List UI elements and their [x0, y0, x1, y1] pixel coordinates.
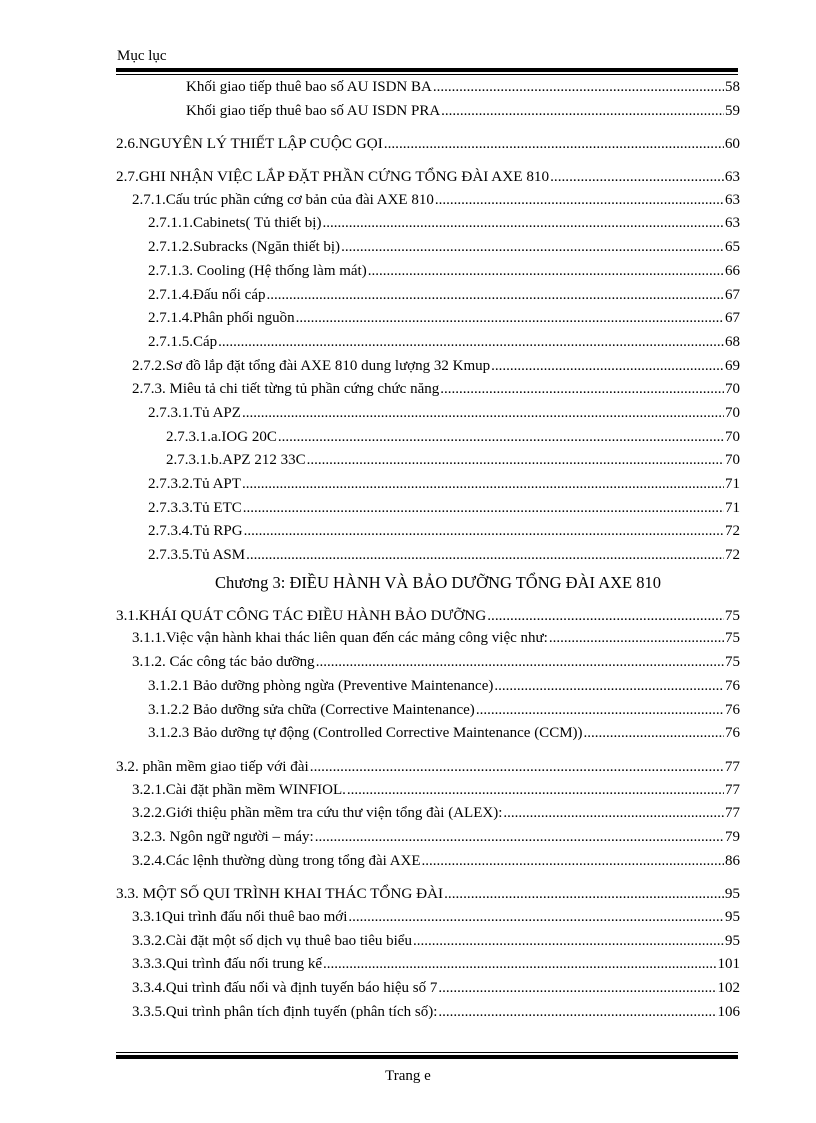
- toc-entry-page: 71: [725, 476, 740, 492]
- toc-entry-page: 95: [725, 932, 740, 949]
- toc-entry-page: 67: [725, 310, 740, 327]
- toc-entry[interactable]: [116, 882, 740, 906]
- toc-entry[interactable]: [116, 604, 740, 628]
- toc-dot-leader: [422, 850, 724, 874]
- toc-entry-title: 3.1.2.3 Bảo dưỡng tự động (Controlled Corrective Maintenance (CCM)): [148, 725, 583, 742]
- toc-dot-leader: [278, 426, 724, 450]
- toc-entry[interactable]: [116, 826, 740, 850]
- toc-entry-title: 2.7.3.1.Tủ APZ: [148, 404, 241, 421]
- toc-entry-page: 70: [725, 404, 740, 421]
- toc-entry-page: 69: [725, 357, 740, 374]
- toc-entry-title: Khối giao tiếp thuê bao số AU ISDN PRA: [186, 102, 441, 119]
- toc-entry-title: 3.1.2. Các công tác bảo dưỡng: [132, 654, 315, 671]
- toc-entry-page: 65: [725, 239, 740, 256]
- toc-entry-title: 3.3.3.Qui trình đấu nối trung kế: [132, 956, 322, 973]
- toc-dot-leader: [444, 882, 724, 906]
- toc-entry-page: 86: [725, 852, 740, 869]
- toc-entry-page: 102: [717, 980, 740, 997]
- toc-entry[interactable]: [116, 212, 740, 236]
- toc-entry[interactable]: [116, 977, 740, 1001]
- toc-entry-page: 71: [725, 499, 740, 516]
- toc-entry-title: 3.1.1.Việc vận hành khai thác liên quan đến các mảng công việc như:: [132, 630, 548, 647]
- toc-entry[interactable]: [116, 449, 740, 473]
- toc-entry[interactable]: [116, 331, 740, 355]
- toc-entry-title: 3.1.2.1 Bảo dưỡng phòng ngừa (Preventive Maintenance): [148, 677, 494, 694]
- toc-entry[interactable]: [116, 189, 740, 213]
- toc-entry-page: 60: [724, 135, 740, 153]
- toc-entry-title: 2.7.1.5.Cáp: [148, 333, 218, 350]
- toc-dot-leader: [494, 675, 724, 699]
- toc-dot-leader: [316, 651, 724, 675]
- toc-entry-page: 63: [725, 215, 740, 232]
- toc-entry-page: 63: [725, 191, 740, 208]
- toc-entry-page: 75: [725, 654, 740, 671]
- toc-entry[interactable]: [116, 260, 740, 284]
- toc-entry[interactable]: [116, 953, 740, 977]
- toc-entry[interactable]: [116, 850, 740, 874]
- toc-dot-leader: [487, 604, 724, 628]
- toc-entry[interactable]: [116, 906, 740, 930]
- toc-dot-leader: [348, 906, 724, 930]
- toc-dot-leader: [438, 1001, 716, 1025]
- toc-entry-title: 3.2.4.Các lệnh thường dùng trong tổng đài AXE: [132, 852, 421, 869]
- toc-entry-title: 3.3.4.Qui trình đấu nối và định tuyến báo hiệu số 7: [132, 980, 438, 997]
- toc-entry[interactable]: [116, 426, 740, 450]
- toc-entry[interactable]: [116, 497, 740, 521]
- toc-entry-page: 106: [717, 1003, 740, 1020]
- toc-dot-leader: [296, 307, 724, 331]
- toc-entry-title: 2.7.1.4.Phân phối nguồn: [148, 310, 295, 327]
- toc-entry[interactable]: [116, 165, 740, 189]
- toc-entry[interactable]: [116, 473, 740, 497]
- toc-entry-title: 2.7.3.4.Tủ RPG: [148, 523, 243, 540]
- footer-page-label: Trang e: [385, 1068, 431, 1084]
- toc-dot-leader: [549, 627, 724, 651]
- toc-entry-page: 77: [725, 781, 740, 798]
- toc-entry-title: 2.7.1.4.Đấu nối cáp: [148, 286, 266, 303]
- toc-entry-page: 70: [725, 452, 740, 469]
- toc-dot-leader: [246, 544, 724, 568]
- toc-entry-title: 3.2.2.Giới thiệu phần mềm tra cứu thư viện tổng đài (ALEX):: [132, 805, 503, 822]
- toc-entry[interactable]: [116, 236, 740, 260]
- header-rule-thin: [116, 74, 738, 75]
- toc-entry[interactable]: [116, 699, 740, 723]
- toc-entry-title: 3.2.1.Cài đặt phần mềm WINFIOL.: [132, 781, 346, 798]
- toc-entry-title: 2.7.3.5.Tủ ASM: [148, 547, 246, 564]
- toc-dot-leader: [413, 930, 724, 954]
- toc-entry[interactable]: [116, 132, 740, 156]
- table-of-contents: [116, 76, 740, 1024]
- toc-entry-page: 72: [725, 523, 740, 540]
- toc-entry-page: 70: [725, 381, 740, 398]
- toc-dot-leader: [323, 953, 717, 977]
- header-title: Mục lục: [117, 48, 167, 64]
- toc-entry-title: Khối giao tiếp thuê bao số AU ISDN BA: [186, 79, 432, 95]
- toc-entry-title: 3.3. MỘT SỐ QUI TRÌNH KHAI THÁC TỔNG ĐÀI: [116, 885, 444, 903]
- toc-dot-leader: [310, 755, 724, 779]
- toc-dot-leader: [218, 331, 724, 355]
- toc-entry-page: 75: [724, 606, 740, 624]
- toc-entry-title: 2.7.2.Sơ đồ lắp đặt tổng đài AXE 810 dung lượng 32 Kmup: [132, 357, 491, 374]
- footer-rule-thick: [116, 1055, 738, 1059]
- toc-dot-leader: [476, 699, 724, 723]
- toc-entry[interactable]: [116, 675, 740, 699]
- toc-entry[interactable]: [116, 1001, 740, 1025]
- toc-dot-leader: [441, 100, 724, 124]
- toc-entry-page: 70: [725, 428, 740, 445]
- toc-entry-title: 3.1.2.2 Bảo dưỡng sửa chữa (Corrective Maintenance): [148, 701, 475, 718]
- toc-entry-title: 3.2. phần mềm giao tiếp với đài: [116, 757, 309, 775]
- toc-entry-page: 58: [725, 79, 740, 95]
- toc-entry-page: 63: [724, 168, 740, 186]
- toc-entry[interactable]: [116, 100, 740, 124]
- toc-entry-page: 79: [725, 828, 740, 845]
- toc-dot-leader: [440, 378, 724, 402]
- toc-entry-page: 77: [725, 805, 740, 822]
- toc-entry-page: 75: [725, 630, 740, 647]
- toc-dot-leader: [438, 977, 716, 1001]
- toc-entry-title: 2.7.3. Miêu tả chi tiết từng tủ phần cứng chức năng: [132, 381, 440, 398]
- toc-spacer: [116, 746, 740, 755]
- toc-entry[interactable]: [116, 284, 740, 308]
- toc-entry-title: 3.3.2.Cài đặt một số dịch vụ thuê bao tiêu biểu: [132, 932, 412, 949]
- toc-dot-leader: [491, 355, 724, 379]
- toc-spacer: [116, 123, 740, 132]
- toc-entry-page: 95: [724, 885, 740, 903]
- toc-entry-title: 3.2.3. Ngôn ngữ người – máy:: [132, 828, 314, 845]
- toc-entry[interactable]: [116, 627, 740, 651]
- toc-entry-page: 76: [725, 677, 740, 694]
- toc-entry-page: 68: [725, 333, 740, 350]
- toc-chapter-heading: Chương 3: ĐIỀU HÀNH VÀ BẢO DƯỠNG TỔNG ĐÀI AXE 810: [214, 572, 661, 592]
- header-rule-thick: [116, 68, 738, 72]
- toc-entry[interactable]: [116, 378, 740, 402]
- toc-entry-title: 2.7.3.2.Tủ APT: [148, 476, 241, 492]
- toc-dot-leader: [433, 76, 724, 100]
- toc-dot-leader: [307, 449, 724, 473]
- toc-entry[interactable]: [116, 402, 740, 426]
- toc-entry[interactable]: [116, 355, 740, 379]
- toc-entry[interactable]: [116, 755, 740, 779]
- toc-dot-leader: [368, 260, 724, 284]
- toc-entry-page: 76: [725, 725, 740, 742]
- toc-entry-title: 2.7.1.1.Cabinets( Tủ thiết bị): [148, 215, 322, 232]
- toc-entry-title: 2.7.3.3.Tủ ETC: [148, 499, 242, 516]
- toc-entry-title: 2.7.GHI NHẬN VIỆC LẮP ĐẶT PHẦN CỨNG TỔNG ĐÀI AXE 810: [116, 168, 550, 186]
- toc-dot-leader: [242, 473, 724, 497]
- toc-entry-page: 72: [725, 547, 740, 564]
- toc-entry[interactable]: [116, 779, 740, 803]
- toc-entry-page: 101: [717, 956, 740, 973]
- footer-rule-thin: [116, 1052, 738, 1053]
- toc-dot-leader: [242, 402, 724, 426]
- toc-entry-title: 3.3.1Qui trình đấu nối thuê bao mới: [132, 909, 348, 925]
- toc-entry-page: 66: [725, 262, 740, 279]
- toc-entry-title: 2.7.1.2.Subracks (Ngăn thiết bị): [148, 239, 341, 256]
- toc-spacer: [116, 873, 740, 882]
- toc-entry-title: 3.1.KHÁI QUÁT CÔNG TÁC ĐIỀU HÀNH BẢO DƯỠNG: [116, 606, 487, 624]
- toc-entry[interactable]: [116, 544, 740, 568]
- toc-entry-title: 2.7.1.Cấu trúc phần cứng cơ bản của đài AXE 810: [132, 191, 434, 208]
- toc-entry-title: 2.7.3.1.b.APZ 212 33C: [166, 452, 306, 469]
- toc-dot-leader: [550, 165, 724, 189]
- toc-dot-leader: [266, 284, 724, 308]
- toc-dot-leader: [435, 189, 724, 213]
- toc-entry[interactable]: [116, 307, 740, 331]
- toc-entry-title: 2.7.3.1.a.IOG 20C: [166, 428, 277, 445]
- toc-entry[interactable]: [116, 520, 740, 544]
- toc-dot-leader: [322, 212, 724, 236]
- toc-dot-leader: [243, 497, 724, 521]
- toc-dot-leader: [315, 826, 724, 850]
- toc-entry-page: 95: [725, 909, 740, 925]
- toc-entry-title: 2.7.1.3. Cooling (Hệ thống làm mát): [148, 262, 367, 279]
- toc-dot-leader: [503, 802, 724, 826]
- toc-dot-leader: [347, 779, 724, 803]
- toc-entry[interactable]: [116, 76, 740, 100]
- toc-entry-page: 67: [725, 286, 740, 303]
- toc-dot-leader: [341, 236, 724, 260]
- toc-entry-page: 77: [724, 757, 740, 775]
- toc-entry-title: 2.6.NGUYÊN LÝ THIẾT LẬP CUỘC GỌI: [116, 135, 383, 153]
- toc-entry[interactable]: [116, 651, 740, 675]
- toc-spacer: [116, 156, 740, 165]
- toc-entry-title: 3.3.5.Qui trình phân tích định tuyến (phân tích số):: [132, 1003, 438, 1020]
- toc-entry[interactable]: [116, 802, 740, 826]
- toc-dot-leader: [384, 132, 724, 156]
- toc-entry-page: 59: [725, 102, 740, 119]
- toc-entry-page: 76: [725, 701, 740, 718]
- toc-dot-leader: [244, 520, 724, 544]
- toc-entry[interactable]: [116, 722, 740, 746]
- toc-entry[interactable]: [116, 930, 740, 954]
- toc-dot-leader: [584, 722, 724, 746]
